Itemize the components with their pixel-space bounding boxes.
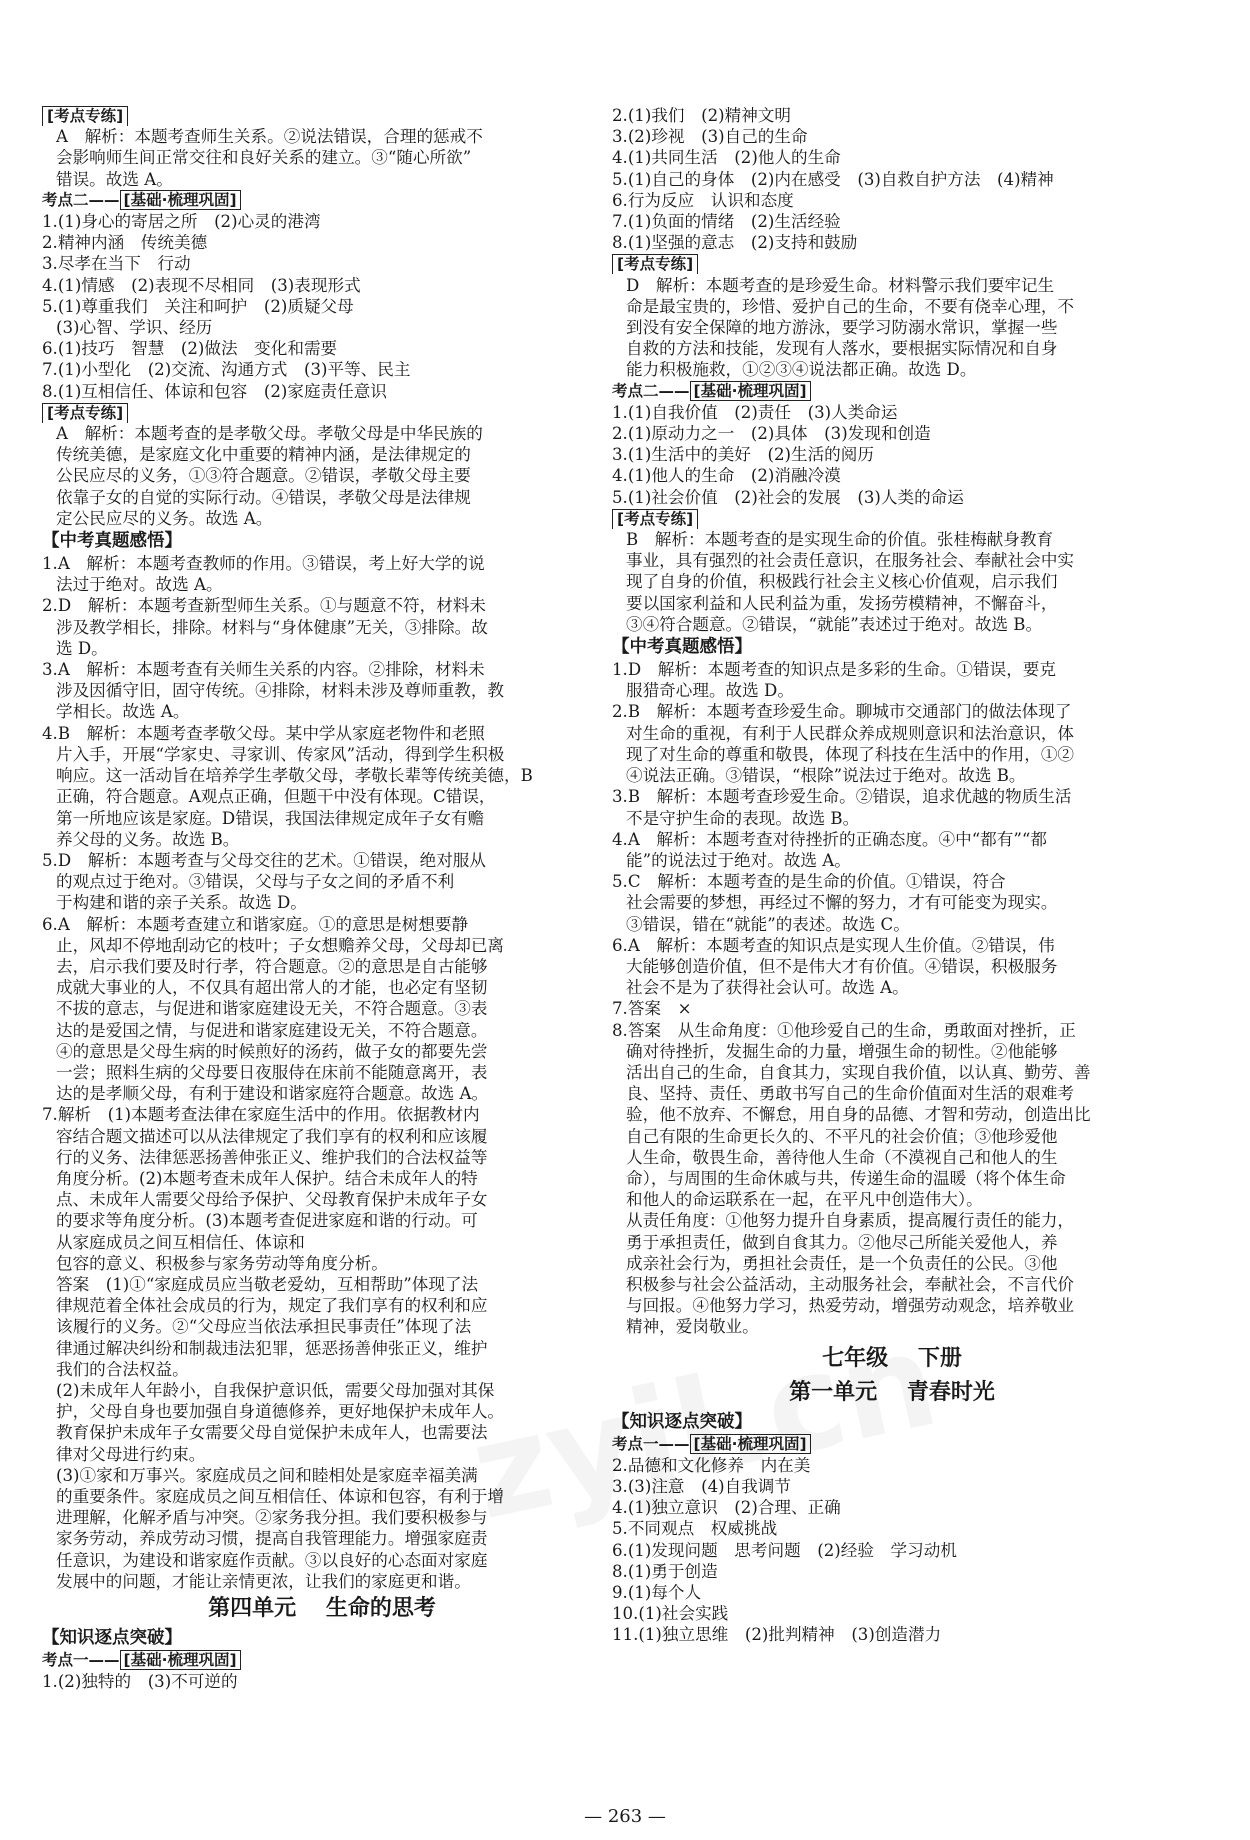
text-line-indented: 命），与周围的生命休戚与共，传递生命的温暖（将个体生命 [626, 1168, 1066, 1188]
text-line: 1.(1)自我价值 (2)责任 (3)人类命运 [612, 402, 898, 422]
text-line: 2.(1)我们 (2)精神文明 [612, 106, 791, 125]
text-line: 3.(1)生活中的美好 (2)生活的阅历 [612, 445, 874, 465]
text-line: 7.(1)负面的情绪 (2)生活经验 [612, 212, 841, 232]
text-line: 3.尽孝在当下 行动 [42, 254, 191, 274]
text-line-indented: 涉及教学相长，排除。材料与“身体健康”无关，③排除。故 [56, 617, 488, 637]
text-line-indented: 行的义务、法律惩恶扬善伸张正义、维护我们的合法权益等 [56, 1147, 488, 1167]
text-line: 3.(3)注意 (4)自我调节 [612, 1476, 791, 1496]
text-line-indented: 对生命的重视，有利于人民群众养成规则意识和法治意识，体 [626, 723, 1075, 743]
text-line-indented: 一尝；照料生病的父母要日夜服侍在床前不能随意离开，表 [56, 1062, 488, 1082]
text-line-indented: 的观点过于绝对。③错误，父母与子女之间的矛盾不利 [56, 872, 455, 892]
text-line: 3.A 解析：本题考查有关师生关系的内容。②排除，材料未 [42, 660, 485, 680]
text-line-indented: B 解析：本题考查的是实现生命的价值。张桂梅献身教育 [626, 530, 1054, 550]
text-line-indented: 成就大事业的人，不仅具有超出常人的才能，也必定有坚韧 [56, 978, 488, 998]
text-line: 11.(1)独立思维 (2)批判精神 (3)创造潜力 [612, 1625, 942, 1645]
text-line-indented: 活出自己的生命，自食其力，实现自我价值，以认真、勤劳、善 [626, 1062, 1091, 1082]
text-line: 8.答案 从生命角度：①他珍爱自己的生命，勇敢面对挫折，正 [612, 1020, 1076, 1040]
text-line-indented: 律通过解决纠纷和制裁违法犯罪，惩恶扬善伸张正义，维护 [56, 1338, 488, 1358]
text-line-indented: 公民应尽的义务，①③符合题意。②错误，孝敬父母主要 [56, 466, 471, 486]
text-line-indented: 护，父母自身也要加强自身道德修养，更好地保护未成年人。 [56, 1402, 505, 1422]
text-line: 4.(1)情感 (2)表现不尽相同 (3)表现形式 [42, 275, 361, 295]
text-line-indented: 社会不是为了获得社会认可。故选 A。 [626, 978, 909, 998]
text-line-indented: ③④符合题意。②错误，“就能”表述过于绝对。故选 B。 [626, 614, 1043, 634]
text-line-indented: 的要求等角度分析。(3)本题考查促进家庭和谐的行动。可 [56, 1211, 478, 1231]
text-line-indented: 社会需要的梦想，再经过不懈的努力，才有可能变为现实。 [626, 893, 1058, 913]
text-line-indented: 点、未成年人需要父母给予保护、父母教育保护未成年子女 [56, 1190, 488, 1210]
text-line-indented: 止，风却不停地刮动它的枝叶；子女想赡养父母，父母却已离 [56, 935, 505, 955]
section-heading: 【中考真题感悟】 [612, 637, 752, 658]
text-line-indented: 自救的方法和技能，发现有人落水，要根据实际情况和自身 [626, 339, 1058, 359]
text-line-indented: (2)未成年人年龄小，自我保护意识低，需要父母加强对其保 [56, 1380, 495, 1400]
text-line: 1.(2)独特的 (3)不可逆的 [42, 1672, 238, 1692]
text-line: 1.A 解析：本题考查教师的作用。③错误，考上好大学的说 [42, 554, 485, 574]
text-line-indented: 选 D。 [56, 638, 108, 658]
practice-tag: [考点专练] [42, 106, 128, 126]
text-line-indented: 精神，爱岗敬业。 [626, 1317, 759, 1337]
text-line: 8.(1)勇于创造 [612, 1561, 718, 1581]
text-line: 8.(1)坚强的意志 (2)支持和鼓励 [612, 233, 858, 253]
text-line-indented: 的重要条件。家庭成员之间互相信任、体谅和包容，有利于增 [56, 1487, 505, 1506]
text-line-indented: 包容的意义、积极参与家务劳动等角度分析。 [56, 1253, 388, 1273]
text-line: 7.答案 × [612, 999, 692, 1019]
page-number: — 263 — [584, 1806, 666, 1827]
text-line: 4.B 解析：本题考查孝敬父母。某中学从家庭老物件和老照 [42, 723, 485, 743]
text-line-indented: ④的意思是父母生病的时候煎好的汤药，做子女的都要先尝 [56, 1041, 488, 1061]
text-line: 5.(1)自己的身体 (2)内在感受 (3)自救自护方法 (4)精神 [612, 169, 1054, 189]
text-line-indented: 良、坚持、责任、勇敢书写自己的生命价值面对生活的艰难考 [626, 1084, 1075, 1104]
text-line-indented: 服猎奇心理。故选 D。 [626, 681, 794, 701]
text-line: 3.(2)珍视 (3)自己的生命 [612, 127, 808, 147]
text-line-indented: 容结合题文描述可以从法律规定了我们享有的权利和应该履 [56, 1126, 488, 1146]
text-line: 1.D 解析：本题考查的知识点是多彩的生命。①错误，要克 [612, 660, 1056, 680]
unit-title: 第四单元 生命的思考 [208, 1596, 436, 1622]
text-line-indented: 验，他不放弃、不懈怠，用自身的品德、才智和劳动，创造出比 [626, 1105, 1091, 1125]
section-tag-line [42, 190, 602, 211]
text-line: 10.(1)社会实践 [612, 1604, 729, 1624]
text-line: 9.(1)每个人 [612, 1583, 702, 1602]
text-line: 2.(1)原动力之一 (2)具体 (3)发现和创造 [612, 424, 931, 444]
text-line-indented: 正确，符合题意。A观点正确，但题干中没有体现。C错误， [56, 787, 496, 807]
text-line: 6.A 解析：本题考查建立和谐家庭。①的意思是树想要静 [42, 914, 469, 934]
text-line-indented: 人生命，敬畏生命，善待他人生命（不漠视自己和他人的生 [626, 1147, 1058, 1167]
text-line-indented: 响应。这一活动旨在培养学生孝敬父母，孝敬长辈等传统美德，B [56, 766, 533, 786]
text-line-indented: 角度分析。(2)本题考查未成年人保护。结合未成年人的特 [56, 1168, 478, 1188]
practice-tag: [考点专练] [42, 403, 128, 423]
text-line-indented: 学相长。故选 A。 [56, 702, 190, 722]
text-line: 5.C 解析：本题考查的是生命的价值。①错误，符合 [612, 872, 1006, 892]
text-line: 6.(1)技巧 智慧 (2)做法 变化和需要 [42, 339, 338, 359]
section-tag-box: [基础·梳理巩固] [690, 1434, 811, 1454]
text-line-indented: 涉及因循守旧，固守传统。④排除，材料未涉及尊师重教，教 [56, 681, 505, 701]
text-line-indented: ③错误，错在“就能”的表述。故选 C。 [626, 914, 910, 934]
section-tag-box: [基础·梳理巩固] [120, 1650, 241, 1670]
text-line-indented: 命是最宝贵的，珍惜、爱护自己的生命，不要有侥幸心理，不 [626, 296, 1075, 316]
text-line-indented: 依靠子女的自觉的实际行动。④错误，孝敬父母是法律规 [56, 487, 471, 507]
text-line: 5.(1)社会价值 (2)社会的发展 (3)人类的命运 [612, 487, 964, 507]
text-line-indented: 家务劳动，养成劳动习惯，提高自我管理能力。增强家庭责 [56, 1529, 488, 1549]
section-tag-prefix: 考点二—— [612, 381, 690, 400]
text-line: 2.精神内涵 传统美德 [42, 233, 208, 253]
right-column [612, 105, 1172, 1646]
text-line-indented: 到没有安全保障的地方游泳，要学习防溺水常识，掌握一些 [626, 318, 1058, 338]
text-line-indented: 现了对生命的尊重和敬畏，体现了科技在生活中的作用，①② [626, 744, 1075, 764]
text-line-indented: 第一所地应该是家庭。D错误，我国法律规定成年子女有赡 [56, 808, 485, 828]
text-line-indented: 于构建和谐的亲子关系。故选 D。 [56, 893, 307, 913]
section-tag-prefix: 考点一—— [612, 1434, 690, 1453]
text-line-indented: 该履行的义务。②“父母应当依法承担民事责任”体现了法 [56, 1317, 472, 1337]
text-line-indented: 去，启示我们要及时行孝，符合题意。②的意思是自古能够 [56, 956, 488, 976]
text-line-indented: 任意识，为建设和谐家庭作贡献。③以良好的心态面对家庭 [56, 1550, 488, 1570]
text-line-indented: 现了自身的价值，积极践行社会主义核心价值观，启示我们 [626, 572, 1058, 592]
text-line-indented: (3)心智、学识、经历 [56, 318, 213, 338]
section-tag-line [612, 1434, 1172, 1455]
text-line: 6.A 解析：本题考查的知识点是实现人生价值。②错误，伟 [612, 935, 1055, 955]
text-line-indented: 律对父母进行约束。 [56, 1444, 206, 1464]
text-line: 6.(1)发现问题 思考问题 (2)经验 学习动机 [612, 1540, 957, 1560]
text-line-indented: 会影响师生间正常交往和良好关系的建立。③“随心所欲” [56, 148, 472, 168]
left-column [42, 105, 602, 1692]
text-line-indented: 确对待挫折，发掘生命的力量，增强生命的韧性。②他能够 [626, 1041, 1058, 1061]
text-line-indented: 达的是孝顺父母，有利于建设和谐家庭符合题意。故选 A。 [56, 1084, 489, 1104]
text-line: 5.不同观点 权威挑战 [612, 1519, 778, 1539]
text-line-indented: 进理解，化解矛盾与冲突。②家务我分担。我们要积极参与 [56, 1508, 488, 1528]
text-line-indented: 从家庭成员之间互相信任、体谅和 [56, 1232, 305, 1252]
text-line-indented: 教育保护未成年子女需要父母自觉保护未成年人，也需要法 [56, 1423, 488, 1443]
text-line-indented: 大能够创造价值，但不是伟大才有价值。④错误，积极服务 [626, 956, 1058, 976]
text-line: 7.解析 (1)本题考查法律在家庭生活中的作用。依据教材内 [42, 1105, 480, 1125]
text-line-indented: 法过于绝对。故选 A。 [56, 575, 223, 595]
text-line-indented: 能”的说法过于绝对。故选 A。 [626, 850, 851, 870]
text-line-indented: 积极参与社会公益活动，主动服务社会，奉献社会，不言代价 [626, 1274, 1075, 1294]
text-line: 4.(1)他人的生命 (2)消融冷漠 [612, 466, 841, 486]
text-line-indented: 成亲社会行为，勇担社会责任，是一个负责任的公民。③他 [626, 1253, 1058, 1273]
text-line: 3.B 解析：本题考查珍爱生命。②错误，追求优越的物质生活 [612, 787, 1072, 807]
text-line-indented: A 解析：本题考查师生关系。②说法错误，合理的惩戒不 [56, 127, 483, 147]
practice-tag-row [612, 508, 1172, 529]
practice-tag-row [42, 105, 602, 126]
text-line-indented: 自己有限的生命更长久的、不平凡的社会价值；③他珍爱他 [626, 1126, 1058, 1146]
text-line-indented: 不拔的意志，与促进和谐家庭建设无关，不符合题意。③表 [56, 999, 488, 1019]
practice-tag-row [42, 402, 602, 423]
section-tag-prefix: 考点一—— [42, 1651, 120, 1670]
practice-tag: [考点专练] [612, 254, 698, 274]
text-line-indented: 错误。故选 A。 [56, 169, 173, 189]
section-tag-box: [基础·梳理巩固] [120, 190, 241, 210]
grade-title: 七年级 下册 [822, 1345, 962, 1371]
text-line-indented: 发展中的问题，才能让亲情更浓，让我们的家庭更和谐。 [56, 1571, 471, 1591]
section-heading: 【中考真题感悟】 [42, 531, 182, 552]
text-line-indented: 和他人的命运联系在一起，在平凡中创造伟大）。 [626, 1190, 983, 1210]
section-tag-box: [基础·梳理巩固] [690, 381, 811, 401]
practice-tag-row [612, 253, 1172, 274]
text-line-indented: 勇于承担责任，做到自食其力。②他尽己所能关爱他人，养 [626, 1232, 1058, 1252]
text-line: 1.(1)身心的寄居之所 (2)心灵的港湾 [42, 212, 321, 232]
text-line: 2.D 解析：本题考查新型师生关系。①与题意不符，材料未 [42, 596, 486, 616]
text-line: 4.(1)共同生活 (2)他人的生命 [612, 148, 841, 168]
text-line-indented: 传统美德，是家庭文化中重要的精神内涵，是法律规定的 [56, 445, 471, 465]
practice-tag: [考点专练] [612, 509, 698, 529]
text-line: 2.B 解析：本题考查珍爱生命。聊城市交通部门的做法体现了 [612, 702, 1072, 722]
text-line-indented: 达的是爱国之情，与促进和谐家庭建设无关，不符合题意。 [56, 1020, 488, 1040]
text-line: 4.A 解析：本题考查对待挫折的正确态度。④中“都有”“都 [612, 829, 1047, 849]
text-line-indented: 从责任角度：①他努力提升自身素质，提高履行责任的能力， [626, 1211, 1075, 1231]
section-tag-prefix: 考点二—— [42, 190, 120, 209]
text-line: 6.行为反应 认识和态度 [612, 190, 794, 210]
text-line-indented: 能力积极施救，①②③④说法都正确。故选 D。 [626, 360, 977, 380]
text-line-indented: 要以国家利益和人民利益为重，发扬劳模精神，不懈奋斗， [626, 593, 1058, 613]
text-line-indented: D 解析：本题考查的是珍爱生命。材料警示我们要牢记生 [626, 275, 1055, 295]
text-line: 4.(1)独立意识 (2)合理、正确 [612, 1498, 841, 1518]
text-line-indented: 片入手，开展“学家史、寻家训、传家风”活动，得到学生积极 [56, 744, 505, 764]
text-line: 8.(1)互相信任、体谅和包容 (2)家庭责任意识 [42, 381, 387, 401]
text-line: 5.D 解析：本题考查与父母交往的艺术。①错误，绝对服从 [42, 850, 486, 870]
section-tag-line [612, 381, 1172, 402]
text-line-indented: 与回报。④他努力学习，热爱劳动，增强劳动观念，培养敬业 [626, 1296, 1075, 1316]
text-line-indented: ④说法正确。③错误，“根除”说法过于绝对。故选 B。 [626, 766, 1026, 786]
text-line-indented: (3)①家和万事兴。家庭成员之间和睦相处是家庭幸福美满 [56, 1465, 478, 1485]
text-line-indented: 律规范着全体社会成员的行为，规定了我们享有的权利和应 [56, 1296, 488, 1316]
text-line: 5.(1)尊重我们 关注和呵护 (2)质疑父母 [42, 296, 354, 316]
section-tag-line [42, 1650, 602, 1671]
text-line: 2.品德和文化修养 内在美 [612, 1455, 811, 1475]
text-line-indented: A 解析：本题考查的是孝敬父母。孝敬父母是中华民族的 [56, 424, 483, 444]
text-line-indented: 答案 (1)①“家庭成员应当敬老爱幼，互相帮助”体现了法 [56, 1274, 479, 1294]
section-heading: 【知识逐点突破】 [42, 1628, 182, 1649]
text-line: 7.(1)小型化 (2)交流、沟通方式 (3)平等、民主 [42, 360, 411, 380]
text-line-indented: 养父母的义务。故选 B。 [56, 829, 240, 849]
section-heading: 【知识逐点突破】 [612, 1411, 752, 1432]
text-line-indented: 定公民应尽的义务。故选 A。 [56, 508, 273, 528]
text-line-indented: 事业，具有强烈的社会责任意识，在服务社会、奉献社会中实 [626, 551, 1075, 571]
text-line-indented: 我们的合法权益。 [56, 1359, 189, 1379]
text-line-indented: 不是守护生命的表现。故选 B。 [626, 808, 860, 828]
unit-title: 第一单元 青春时光 [789, 1379, 995, 1405]
